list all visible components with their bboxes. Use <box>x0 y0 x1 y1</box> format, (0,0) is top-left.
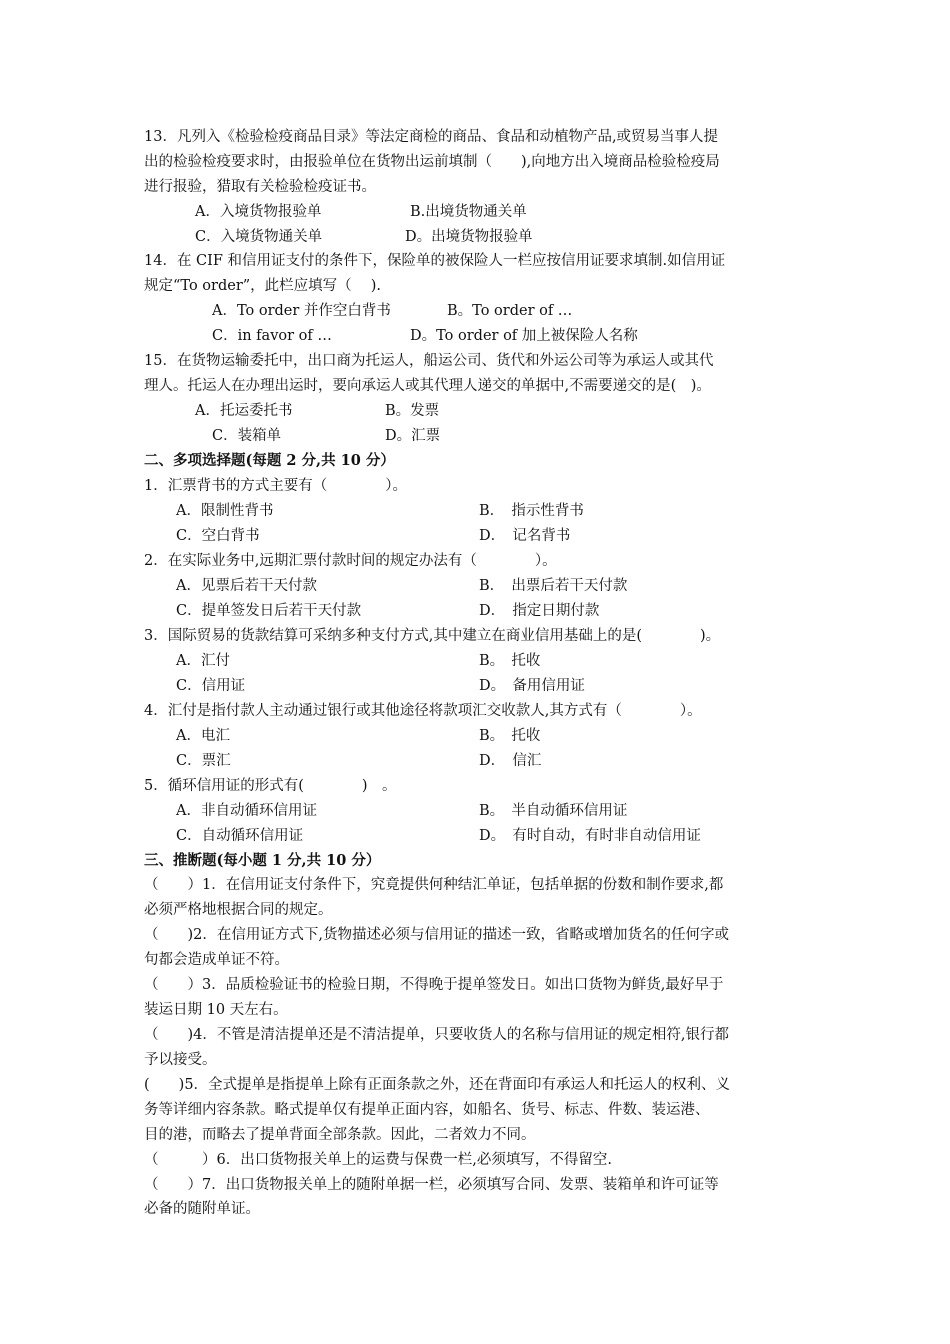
ms-q1-stem: 1．汇票背书的方式主要有（ ）。 <box>144 478 407 494</box>
q15-option-b: B。发票 <box>385 403 440 419</box>
q13-line-2: 出的检验检疫要求时，由报验单位在货物出运前填制（ ),向地方出入境商品检验检疫局 <box>144 154 720 170</box>
q14-line-1: 14．在 CIF 和信用证支付的条件下，保险单的被保险人一栏应按信用证要求填制.如信用证 <box>144 253 726 269</box>
tf-line: （ ）7．出口货物报关单上的随附单据一栏，必须填写合同、发票、装箱单和许可证等 <box>144 1177 719 1193</box>
ms-q2-stem: 2．在实际业务中,远期汇票付款时间的规定办法有（ ）。 <box>144 553 557 569</box>
section2-title: 二、多项选择题(每题 2 分,共 10 分） <box>144 452 395 469</box>
q13-line-3: 进行报验，猎取有关检验检疫证书。 <box>144 179 376 195</box>
tf-line: 必备的随附单证。 <box>144 1201 260 1217</box>
ms-q1-option-b: B． 指示性背书 <box>479 503 584 519</box>
tf-line: （ ）6．出口货物报关单上的运费与保费一栏,必须填写，不得留空. <box>144 1152 612 1168</box>
tf-line: 务等详细内容条款。略式提单仅有提单正面内容，如船名、货号、标志、件数、装运港、 <box>144 1102 710 1118</box>
q13-line-1: 13．凡列入《检验检疫商品目录》等法定商检的商品、食品和动植物产品,或贸易当事人提 <box>144 129 719 145</box>
ms-q1-option-a: A．限制性背书 <box>176 503 274 519</box>
q14-option-c: C．in favor of … <box>212 328 332 344</box>
ms-q3-option-b: B。 托收 <box>479 653 541 669</box>
q13-option-d: D。出境货物报验单 <box>405 229 533 245</box>
ms-q4-option-c: C．票汇 <box>176 753 231 769</box>
ms-q5-option-c: C．自动循环信用证 <box>176 828 304 844</box>
tf-line: 装运日期 10 天左右。 <box>144 1002 288 1018</box>
q13-option-a: A．入境货物报验单 <box>195 204 322 220</box>
ms-q5-option-a: A．非自动循环信用证 <box>176 803 317 819</box>
q14-option-a: A．To order 并作空白背书 <box>212 303 391 319</box>
ms-q4-option-b: B。 托收 <box>479 728 541 744</box>
ms-q4-option-d: D． 信汇 <box>479 753 542 769</box>
ms-q3-option-a: A．汇付 <box>176 653 230 669</box>
ms-q4-stem: 4．汇付是指付款人主动通过银行或其他途径将款项汇交收款人,其方式有（ ）。 <box>144 703 702 719</box>
tf-line: （ )2．在信用证方式下,货物描述必须与信用证的描述一致，省略或增加货名的任何字或 <box>144 927 729 943</box>
ms-q2-option-a: A．见票后若干天付款 <box>176 578 317 594</box>
q15-option-a: A．托运委托书 <box>195 403 293 419</box>
tf-line: 予以接受。 <box>144 1052 217 1068</box>
q15-option-d: D。汇票 <box>385 428 441 444</box>
tf-line: 必须严格地根据合同的规定。 <box>144 902 333 918</box>
ms-q3-option-c: C．信用证 <box>176 678 246 694</box>
section3-title: 三、推断题(每小题 1 分,共 10 分） <box>144 852 381 869</box>
ms-q2-option-c: C．提单签发日后若干天付款 <box>176 603 362 619</box>
tf-line: （ ）1．在信用证支付条件下，究竟提供何种结汇单证，包括单据的份数和制作要求,都 <box>144 877 724 893</box>
q13-option-c: C．入境货物通关单 <box>195 229 323 245</box>
q14-line-2: 规定“To order”，此栏应填写（ ). <box>144 278 382 294</box>
ms-q2-option-b: B． 出票后若干天付款 <box>479 578 628 594</box>
q14-option-b: B。To order of … <box>447 303 573 319</box>
tf-line: （ )4．不管是清洁提单还是不清洁提单，只要收货人的名称与信用证的规定相符,银行都 <box>144 1027 729 1043</box>
tf-line: ( )5．全式提单是指提单上除有正面条款之外，还在背面印有承运人和托运人的权利、义 <box>144 1077 731 1093</box>
q13-option-b: B.出境货物通关单 <box>410 204 527 220</box>
q14-option-d: D。To order of 加上被保险人名称 <box>410 328 638 344</box>
tf-line: （ ）3．品质检验证书的检验日期，不得晚于提单签发日。如出口货物为鲜货,最好早于 <box>144 977 724 993</box>
ms-q2-option-d: D． 指定日期付款 <box>479 603 600 619</box>
ms-q3-stem: 3．国际贸易的货款结算可采纳多种支付方式,其中建立在商业信用基础上的是( )。 <box>144 628 721 644</box>
ms-q5-option-b: B。 半自动循环信用证 <box>479 803 628 819</box>
ms-q4-option-a: A．电汇 <box>176 728 230 744</box>
tf-line: 句都会造成单证不符。 <box>144 952 289 968</box>
ms-q5-stem: 5．循环信用证的形式有( ) 。 <box>144 778 397 794</box>
ms-q1-option-d: D． 记名背书 <box>479 528 571 544</box>
ms-q5-option-d: D。 有时自动，有时非自动信用证 <box>479 828 701 844</box>
q15-line-2: 理人。托运人在办理出运时，要向承运人或其代理人递交的单据中,不需要递交的是( )。 <box>144 378 711 394</box>
ms-q1-option-c: C．空白背书 <box>176 528 260 544</box>
q15-line-1: 15．在货物运输委托中，出口商为托运人，船运公司、货代和外运公司等为承运人或其代 <box>144 353 714 369</box>
ms-q3-option-d: D。 备用信用证 <box>479 678 585 694</box>
tf-line: 目的港，而略去了提单背面全部条款。因此，二者效力不同。 <box>144 1127 536 1143</box>
q15-option-c: C．装箱单 <box>212 428 282 444</box>
